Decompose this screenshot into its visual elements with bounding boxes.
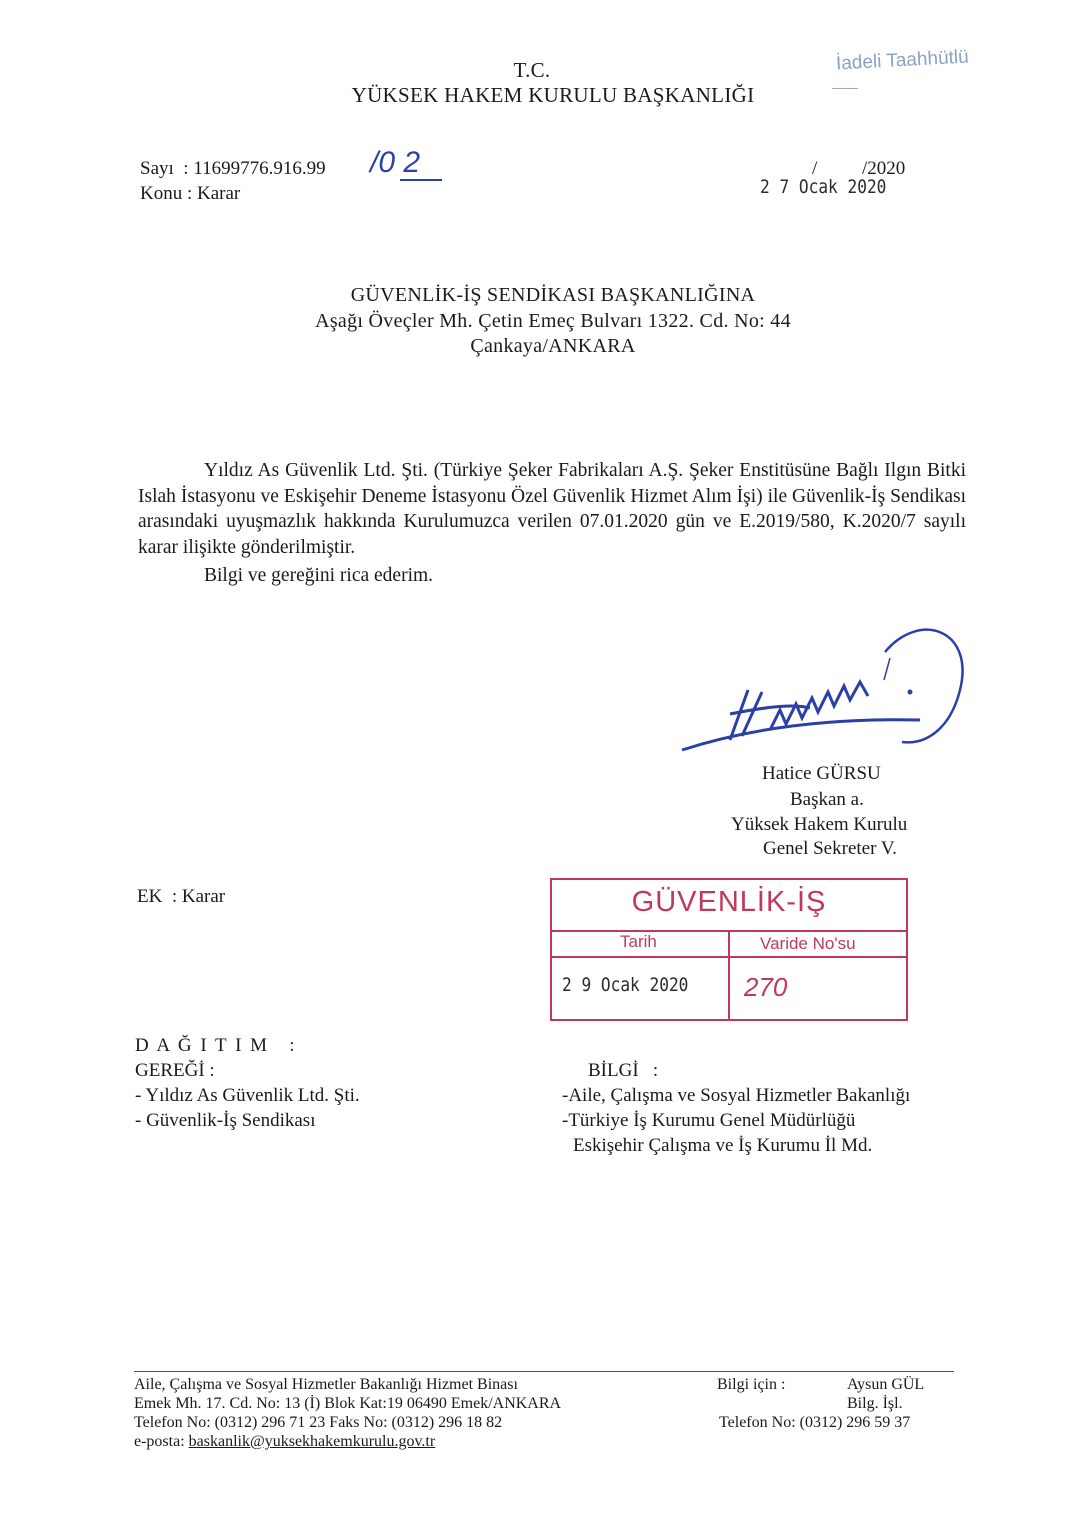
receipt-stamp [550, 878, 908, 1021]
date-printed-year: /2020 [862, 158, 906, 179]
gereg-item-1: - Yıldız As Güvenlik Ltd. Şti. [135, 1085, 360, 1106]
header-tc: T.C. [513, 58, 551, 82]
receipt-stamp-date: 2 9 Ocak 2020 [562, 974, 689, 996]
signer-title-3: Genel Sekreter V. [763, 838, 897, 859]
date-stamp: 2 7 Ocak 2020 [760, 176, 887, 198]
bilgi-item-3: Eskişehir Çalışma ve İş Kurumu İl Md. [573, 1135, 873, 1156]
gereg-item-2: - Güvenlik-İş Sendikası [135, 1110, 316, 1131]
footer-info-title: Bilg. İşl. [847, 1395, 903, 1412]
sayi-label: Sayı [140, 158, 174, 179]
bilgi-item-1: -Aile, Çalışma ve Sosyal Hizmetler Bakanlığı [562, 1085, 911, 1106]
sayi-value: 11699776.916.99 [193, 158, 326, 179]
bilgi-item-2: -Türkiye İş Kurumu Genel Müdürlüğü [562, 1110, 856, 1131]
footer-email-label: e-posta: [134, 1433, 185, 1450]
receipt-stamp-date-header: Tarih [620, 932, 657, 951]
gereg-label: GEREĞİ : [135, 1060, 215, 1081]
sayi-line: Sayı : 11699776.916.99 [140, 158, 326, 179]
recipient-address: Aşağı Öveçler Mh. Çetin Emeç Bulvarı 1322. Cd. No: 44 [315, 310, 791, 332]
stamp-divider-2 [552, 956, 906, 958]
footer-address-1: Aile, Çalışma ve Sosyal Hizmetler Bakanlığı Hizmet Binası [134, 1376, 518, 1393]
date-slash: / [812, 158, 818, 179]
attachment-value: Karar [181, 886, 226, 907]
attachment-line: EK : Karar [137, 886, 226, 907]
receipt-stamp-number-header: Varide No'su [760, 934, 856, 953]
footer-info-label: Bilgi için : [717, 1376, 786, 1393]
body-closing: Bilgi ve gereğini rica ederim. [204, 565, 434, 586]
sayi-handwritten-number: /0 2 [370, 146, 421, 179]
recipient-name: GÜVENLİK-İŞ SENDİKASI BAŞKANLIĞINA [350, 284, 756, 306]
konu-value: Karar [197, 183, 241, 204]
signer-title-1: Başkan a. [790, 789, 864, 810]
footer-email-line [134, 1432, 435, 1451]
distribution-heading: D A Ğ I T I M [135, 1035, 270, 1056]
konu-label: Konu [140, 183, 183, 204]
konu-line: Konu : Karar [140, 183, 241, 204]
stamp-column-divider [728, 930, 730, 1019]
handwritten-signature [670, 610, 980, 770]
header-institution: YÜKSEK HAKEM KURULU BAŞKANLIĞI [351, 83, 755, 107]
distribution-line: D A Ğ I T I M : [135, 1035, 297, 1056]
footer-address-2: Emek Mh. 17. Cd. No: 13 (İ) Blok Kat:19 06490 Emek/ANKARA [134, 1395, 562, 1412]
signer-name: Hatice GÜRSU [762, 763, 881, 784]
bilgi-line: BİLGİ : [588, 1060, 659, 1081]
body-paragraph: Yıldız As Güvenlik Ltd. Şti. (Türkiye Şeker Fabrikaları A.Ş. Şeker Enstitüsüne Bağlı Ilgın Bitki Islah İstasyonu ve Eskişehir Deneme İstasyonu Özel Güvenlik Hizmet Alım İşi) ile Güvenlik-İş Sendikası arasındaki uyuşmazlık hakkında Kurulumuzca verilen 07.01.2020 gün ve E.2019/580, K.2020/7 sayılı karar ilişikte gönderilmiştir. [138, 460, 966, 558]
footer-info-phone: Telefon No: (0312) 296 59 37 [719, 1414, 911, 1431]
registered-mail-stamp: İadeli Taahhütlü [835, 46, 970, 75]
handwritten-underline [400, 179, 442, 181]
footer-rule [134, 1371, 954, 1372]
recipient-city: Çankaya/ANKARA [470, 335, 636, 357]
receipt-stamp-org: GÜVENLİK-İŞ [631, 886, 827, 918]
signer-title-2: Yüksek Hakem Kurulu [731, 814, 908, 835]
footer-phone: Telefon No: (0312) 296 71 23 Faks No: (0312) 296 18 82 [134, 1414, 503, 1431]
bilgi-label: BİLGİ [588, 1060, 639, 1081]
footer-info-name: Aysun GÜL [847, 1376, 925, 1393]
receipt-stamp-number: 270 [744, 972, 788, 1002]
footer-email-link[interactable]: baskanlik@yuksekhakemkurulu.gov.tr [188, 1433, 436, 1450]
attachment-label: EK [137, 886, 163, 907]
